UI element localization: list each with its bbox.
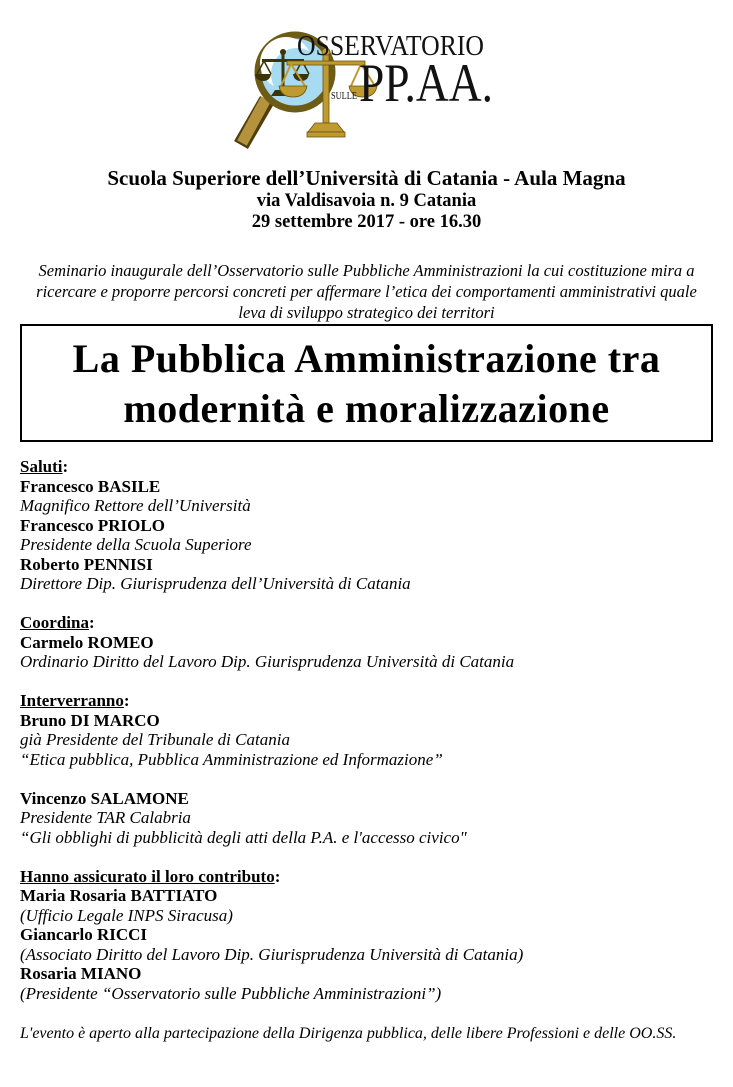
person-role: Direttore Dip. Giurisprudenza dell’Università di Catania	[20, 574, 411, 593]
person-entry	[20, 925, 713, 964]
event-datetime: 29 settembre 2017 - ore 16.30	[251, 212, 482, 232]
person-role: (Associato Diritto del Lavoro Dip. Giurisprudenza Università di Catania)	[20, 944, 524, 964]
osservatorio-logo	[231, 26, 503, 154]
flyer-page	[0, 26, 733, 1044]
heading-text: Hanno assicurato il loro contributo	[20, 866, 275, 886]
person-name: Rosaria MIANO	[20, 964, 142, 983]
intro-paragraph	[20, 260, 713, 323]
logo-text-ppaa: PP.AA.	[358, 53, 493, 113]
section-heading	[20, 613, 713, 633]
logo-text-osservatorio: OSSERVATORIO	[296, 31, 484, 62]
heading-text: Saluti	[20, 457, 63, 476]
logo-graphic	[231, 26, 503, 154]
talk-title: “Gli obblighi di pubblicità degli atti della P.A. e l'accesso civico"	[20, 827, 467, 847]
intro-line: leva di sviluppo strategico dei territori	[238, 303, 495, 322]
person-name: Carmelo ROMEO	[20, 632, 154, 652]
person-role: Presidente TAR Calabria	[20, 808, 191, 827]
heading-text: Coordina	[20, 613, 89, 632]
heading-colon: :	[123, 691, 130, 710]
person-entry	[20, 516, 713, 555]
heading-colon: :	[88, 613, 95, 632]
section-heading	[20, 867, 713, 887]
person-role: Magnifico Rettore dell’Università	[20, 496, 251, 515]
person-name: Giancarlo RICCI	[20, 925, 148, 944]
section-coordina	[20, 613, 713, 672]
section-heading	[20, 691, 713, 711]
intro-line: Seminario inaugurale dell’Osservatorio sulle Pubbliche Amministrazioni la cui costituzione mira a	[38, 261, 695, 280]
venue-address: via Valdisavoia n. 9 Catania	[256, 191, 477, 211]
section-saluti	[20, 457, 713, 594]
person-role: Presidente della Scuola Superiore	[20, 535, 252, 554]
speaker-entry	[20, 789, 713, 848]
intro-line: ricercare e proporre percorsi concreti per affermare l’etica dei comportamenti amministrativi quale	[36, 282, 697, 301]
logo-text-sulle: SULLE	[330, 90, 357, 102]
person-entry	[20, 477, 713, 516]
person-name: Francesco PRIOLO	[20, 515, 165, 535]
heading-text: Interverranno	[20, 691, 124, 710]
section-heading	[20, 457, 713, 477]
person-name: Francesco BASILE	[20, 476, 161, 496]
talk-title: “Etica pubblica, Pubblica Amministrazione ed Informazione”	[20, 749, 443, 769]
venue-line: Scuola Superiore dell’Università di Catania - Aula Magna	[107, 166, 626, 190]
venue-block	[20, 166, 713, 233]
person-name: Roberto PENNISI	[20, 554, 153, 574]
person-name: Vincenzo SALAMONE	[20, 788, 189, 808]
event-title-line: modernità e moralizzazione	[123, 386, 610, 431]
person-name: Bruno DI MARCO	[20, 710, 160, 730]
event-title-line: La Pubblica Amministrazione tra	[72, 336, 661, 381]
heading-colon: :	[274, 866, 281, 886]
person-entry	[20, 633, 713, 672]
person-name: Maria Rosaria BATTIATO	[20, 886, 218, 905]
event-title	[22, 334, 711, 434]
person-entry	[20, 886, 713, 925]
person-role: (Ufficio Legale INPS Siracusa)	[20, 905, 233, 925]
section-interverranno	[20, 691, 713, 847]
magnifier-handle-icon	[241, 99, 267, 145]
title-box	[20, 324, 713, 442]
person-entry	[20, 964, 713, 1003]
section-contributo	[20, 867, 713, 1004]
heading-colon: :	[62, 457, 69, 476]
person-entry	[20, 555, 713, 594]
person-role: (Presidente “Osservatorio sulle Pubbliche Amministrazioni”)	[20, 983, 442, 1003]
speaker-entry	[20, 711, 713, 770]
person-role: Ordinario Diritto del Lavoro Dip. Giurisprudenza Università di Catania	[20, 652, 515, 671]
program-sections	[20, 457, 713, 1003]
footer-note: L'evento è aperto alla partecipazione della Dirigenza pubblica, delle libere Professioni e delle OO.SS.	[20, 1025, 677, 1042]
person-role: già Presidente del Tribunale di Catania	[20, 730, 290, 749]
